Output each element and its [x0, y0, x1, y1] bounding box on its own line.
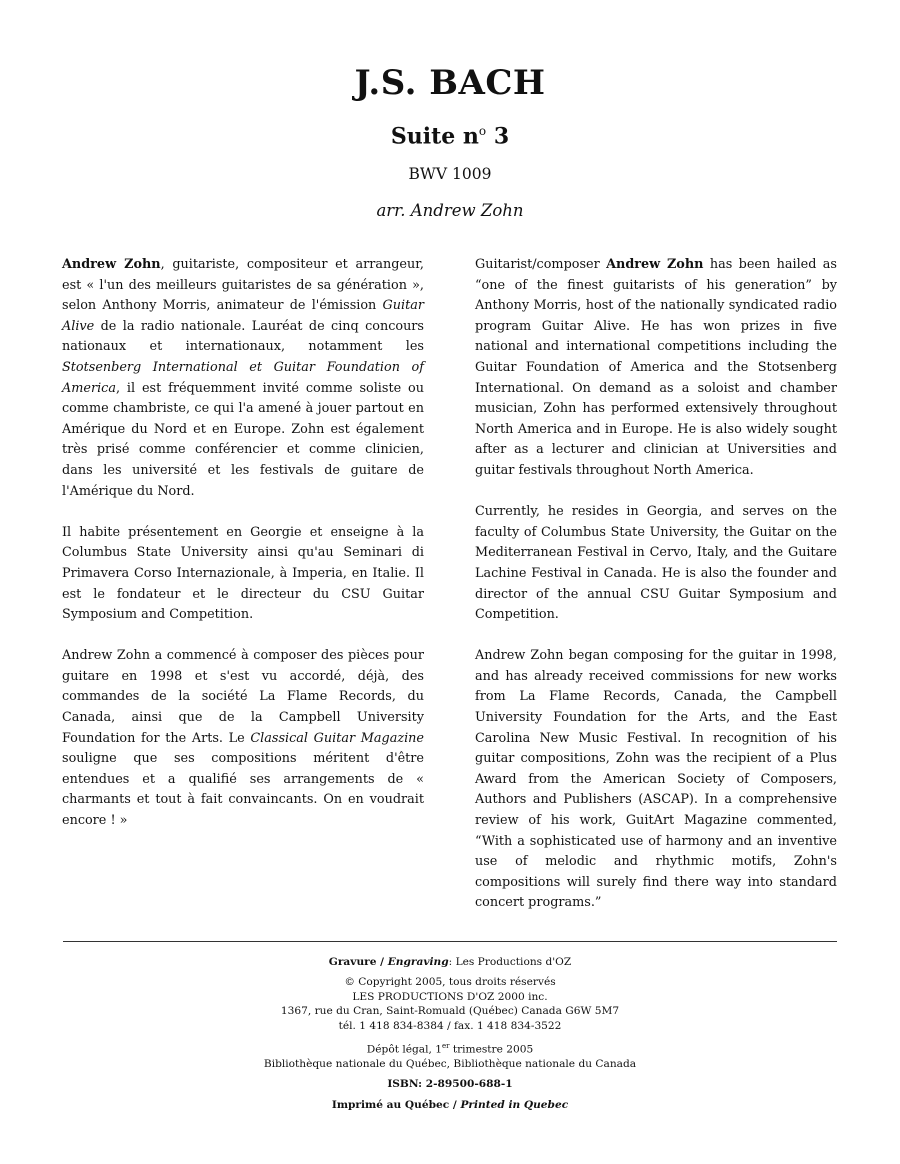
printed-separator: /: [449, 1098, 461, 1111]
french-paragraph-2: Il habite présentement en Georgie et enseigne à la Columbus State University ainsi qu'au Seminari di Primavera Corso Internazionale, à Imperia, en Italie. Il est le fondateur et le directeur du CSU Guitar Symposium and Competition.: [62, 524, 424, 623]
legal-deposit-ordinal: er: [441, 1042, 450, 1051]
french-artist-name: Andrew Zohn: [62, 257, 161, 272]
english-p1-text-b: has been hailed as “one of the finest guitarists of his generation” by Anthony Morris, host of the nationally syndicated radio program Guitar Alive. He has won prizes in five national and international competitions including the Guitar Foundation of America and the Stotsenberg International. On demand as a soloist and chamber musician, Zohn has performed extensively throughout North America and in Europe. He is also widely sought after as a lecturer and clinician at Universities and guitar festivals throughout North America.: [475, 257, 837, 478]
engraving-credit: [0, 955, 900, 969]
french-p3-magazine: Classical Guitar Magazine: [250, 730, 424, 746]
printed-label-en: Printed in Quebec: [460, 1098, 569, 1111]
isbn: ISBN: 2-89500-688-1: [387, 1078, 513, 1091]
legal-deposit-text-b: trimestre 2005: [449, 1043, 534, 1056]
composer-name: J.S. BACH: [354, 63, 546, 103]
french-biography: [62, 255, 424, 852]
legal-deposit: [0, 1039, 900, 1057]
french-p1-radio-show: Guitar Alive: [62, 298, 424, 334]
french-p3-text-b: souligne que ses compositions méritent d'être entendues et a qualifié ses arrangements de « charmants et tout à fait convaincants. On en voudrait encore ! »: [62, 751, 424, 829]
engraving-label-fr: Gravure: [328, 956, 377, 968]
national-libraries: Bibliothèque nationale du Québec, Bibliothèque nationale du Canada: [263, 1057, 637, 1070]
publisher-name: LES PRODUCTIONS D'OZ 2000 inc.: [352, 990, 548, 1003]
english-paragraph-2: Currently, he resides in Georgia, and serves on the faculty of Columbus State University, the Guitar on the Mediterranean Festival in Cervo, Italy, and the Guitare Lachine Festival in Canada. He is also the founder and director of the annual CSU Guitar Symposium and Competition.: [475, 504, 837, 623]
engraving-value: : Les Productions d'OZ: [448, 956, 572, 968]
suite-title: [0, 116, 900, 151]
french-p3-text-a: Andrew Zohn a commencé à composer des pièces pour guitare en 1998 et s'est vu accordé, déjà, des commandes de la société La Flame Records, du Canada, ainsi que de la Campbell University Foundation for the Arts. Le: [62, 648, 424, 746]
engraving-separator: /: [376, 956, 388, 968]
english-artist-name: Andrew Zohn: [606, 257, 704, 272]
publisher-address: 1367, rue du Cran, Saint-Romuald (Québec) Canada G6W 5M7: [280, 1005, 620, 1018]
copyright-line: © Copyright 2005, tous droits réservés: [344, 976, 556, 989]
french-paragraph-3: [62, 646, 424, 831]
printed-in: [0, 1098, 900, 1112]
french-p1-text-a: , guitariste, compositeur et arrangeur, est « l'un des meilleurs guitaristes de sa génération », selon Anthony Morris, animateur de l'émission: [62, 257, 424, 314]
engraving-label-en: Engraving: [387, 956, 449, 968]
arranger-credit: arr. Andrew Zohn: [376, 201, 524, 221]
printed-label-fr: Imprimé au Québec: [331, 1098, 450, 1111]
english-paragraph-1: [475, 255, 837, 482]
french-paragraph-1: [62, 255, 424, 502]
suite-number: 3: [486, 123, 510, 150]
english-p1-text-a: Guitarist/composer: [475, 257, 607, 272]
colophon: [0, 955, 900, 1112]
french-p1-text-c: , il est fréquemment invité comme soliste ou comme chambriste, ce qui l'a amené à jouer partout en Amérique du Nord et en Europe. Zohn est également très prisé comme conférencier et comme clinicien, dans les université et les festivals de guitare de l'Amérique du Nord.: [62, 380, 424, 499]
suite-label: Suite n: [390, 123, 479, 150]
legal-deposit-text-a: Dépôt légal, 1: [366, 1043, 442, 1056]
french-p1-competitions: Stotsenberg International et Guitar Foundation of America: [62, 359, 424, 396]
english-biography: [475, 255, 837, 935]
title-block: [0, 60, 900, 222]
french-p1-text-b: de la radio nationale. Lauréat de cinq concours nationaux et internationaux, notamment les: [62, 318, 424, 355]
publisher-phone: tél. 1 418 834-8384 / fax. 1 418 834-3522: [338, 1019, 562, 1032]
suite-number-sign: o: [478, 124, 487, 138]
catalog-number: BWV 1009: [408, 165, 492, 184]
horizontal-divider: [63, 941, 837, 942]
english-paragraph-3: Andrew Zohn began composing for the guitar in 1998, and has already received commissions for new works from La Flame Records, Canada, the Campbell University Foundation for the Arts, and the East Carolina New Music Festival. In recognition of his guitar compositions, Zohn was the recipient of a Plus Award from the American Society of Composers, Authors and Publishers (ASCAP). In a comprehensive review of his work, GuitArt Magazine commented, “With a sophisticated use of harmony and an inventive use of melodic and rhythmic motifs, Zohn's compositions will surely find there way into standard concert programs.”: [475, 648, 837, 911]
